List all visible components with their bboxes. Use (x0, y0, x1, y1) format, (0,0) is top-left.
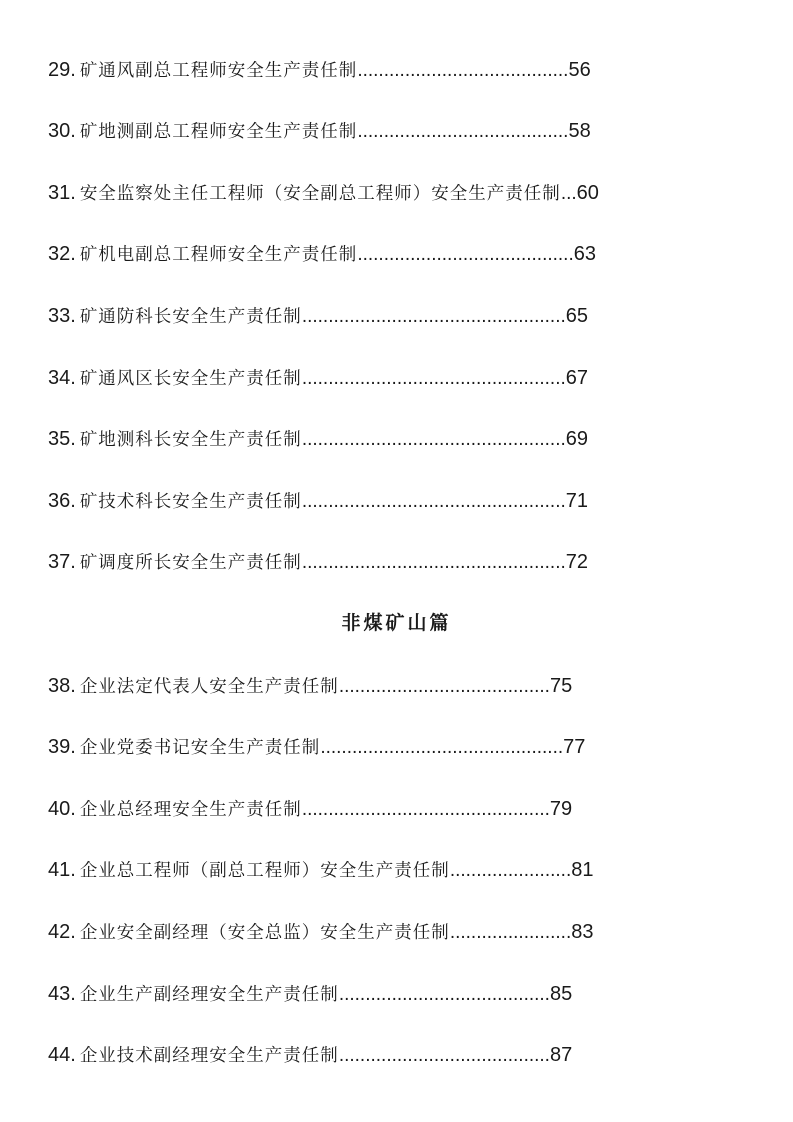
entry-title: 安全监察处主任工程师（安全副总工程师）安全生产责任制 (79, 184, 561, 204)
dot-leader: ........................................ (357, 121, 569, 142)
dot-leader: ........................................ (338, 984, 550, 1005)
dot-leader: ........................................ (338, 1045, 550, 1066)
toc-entry[interactable] (48, 979, 572, 1009)
dot-leader: .................................................. (301, 368, 566, 389)
dot-leader: .................................................. (301, 429, 566, 450)
entry-title: 企业总工程师（副总工程师）安全生产责任制 (79, 861, 450, 881)
entry-title: 企业法定代表人安全生产责任制 (79, 677, 339, 697)
page-number: 79 (549, 798, 573, 820)
toc-entry[interactable] (48, 424, 588, 454)
entry-number: 30. (48, 120, 76, 142)
entry-number: 32. (48, 243, 76, 265)
page-number: 83 (571, 921, 594, 943)
toc-entry[interactable] (48, 486, 588, 516)
entry-title: 企业党委书记安全生产责任制 (79, 738, 321, 758)
toc-entry[interactable] (48, 178, 599, 208)
page-number: 87 (549, 1044, 573, 1066)
dot-leader: ........................................ (338, 676, 550, 697)
entry-title: 矿技术科长安全生产责任制 (79, 492, 302, 512)
dot-leader: .............................................. (320, 737, 564, 758)
page-number: 85 (549, 983, 573, 1005)
toc-entry[interactable] (48, 855, 593, 885)
dot-leader: ... (560, 183, 577, 204)
toc-entry[interactable] (48, 116, 591, 146)
entry-number: 36. (48, 490, 76, 512)
toc-entry[interactable] (48, 239, 596, 269)
entry-number: 35. (48, 428, 76, 450)
entry-title: 矿通防科长安全生产责任制 (79, 307, 302, 327)
page-number: 65 (565, 305, 589, 327)
dot-leader: ....................... (449, 860, 572, 881)
page-number: 63 (573, 243, 596, 265)
entry-number: 40. (48, 798, 76, 820)
page-number: 69 (565, 428, 589, 450)
toc-entry[interactable] (48, 547, 588, 577)
dot-leader: ....................... (449, 922, 572, 943)
page-number: 56 (568, 59, 591, 81)
page-number: 71 (565, 490, 589, 512)
toc-entry[interactable] (48, 917, 593, 947)
dot-leader: ............................................... (301, 799, 550, 820)
entry-title: 企业生产副经理安全生产责任制 (79, 985, 339, 1005)
page-number: 77 (563, 736, 586, 758)
toc-entry[interactable] (48, 363, 588, 393)
entry-title: 企业技术副经理安全生产责任制 (79, 1046, 339, 1066)
entry-title: 矿地测副总工程师安全生产责任制 (79, 122, 358, 142)
page-number: 81 (571, 859, 594, 881)
entry-title: 矿机电副总工程师安全生产责任制 (79, 245, 358, 265)
page-number: 72 (565, 551, 589, 573)
entry-number: 44. (48, 1044, 76, 1066)
entry-number: 42. (48, 921, 76, 943)
entry-title: 矿通风区长安全生产责任制 (79, 369, 302, 389)
dot-leader: .................................................. (301, 552, 566, 573)
entry-title: 矿调度所长安全生产责任制 (79, 553, 302, 573)
entry-number: 29. (48, 59, 76, 81)
toc-entry[interactable] (48, 732, 585, 762)
entry-title: 企业安全副经理（安全总监）安全生产责任制 (79, 923, 450, 943)
dot-leader: ......................................... (357, 244, 574, 265)
section-heading: 非煤矿山篇 (341, 612, 452, 634)
toc-entry[interactable] (48, 671, 572, 701)
dot-leader: .................................................. (301, 491, 566, 512)
page-number: 60 (576, 182, 599, 204)
entry-title: 企业总经理安全生产责任制 (79, 800, 302, 820)
entry-number: 39. (48, 736, 76, 758)
dot-leader: .................................................. (301, 306, 566, 327)
entry-title: 矿通风副总工程师安全生产责任制 (79, 61, 358, 81)
toc-entry[interactable] (48, 301, 588, 331)
entry-number: 43. (48, 983, 76, 1005)
page-number: 58 (568, 120, 591, 142)
page-number: 75 (549, 675, 573, 697)
entry-number: 31. (48, 182, 76, 204)
toc-entry[interactable] (48, 55, 591, 85)
entry-number: 37. (48, 551, 76, 573)
entry-title: 矿地测科长安全生产责任制 (79, 430, 302, 450)
entry-number: 38. (48, 675, 76, 697)
page-number: 67 (565, 367, 589, 389)
toc-entry[interactable] (48, 1040, 572, 1070)
toc-entry[interactable] (48, 794, 572, 824)
entry-number: 41. (48, 859, 76, 881)
dot-leader: ........................................ (357, 60, 569, 81)
entry-number: 34. (48, 367, 76, 389)
entry-number: 33. (48, 305, 76, 327)
